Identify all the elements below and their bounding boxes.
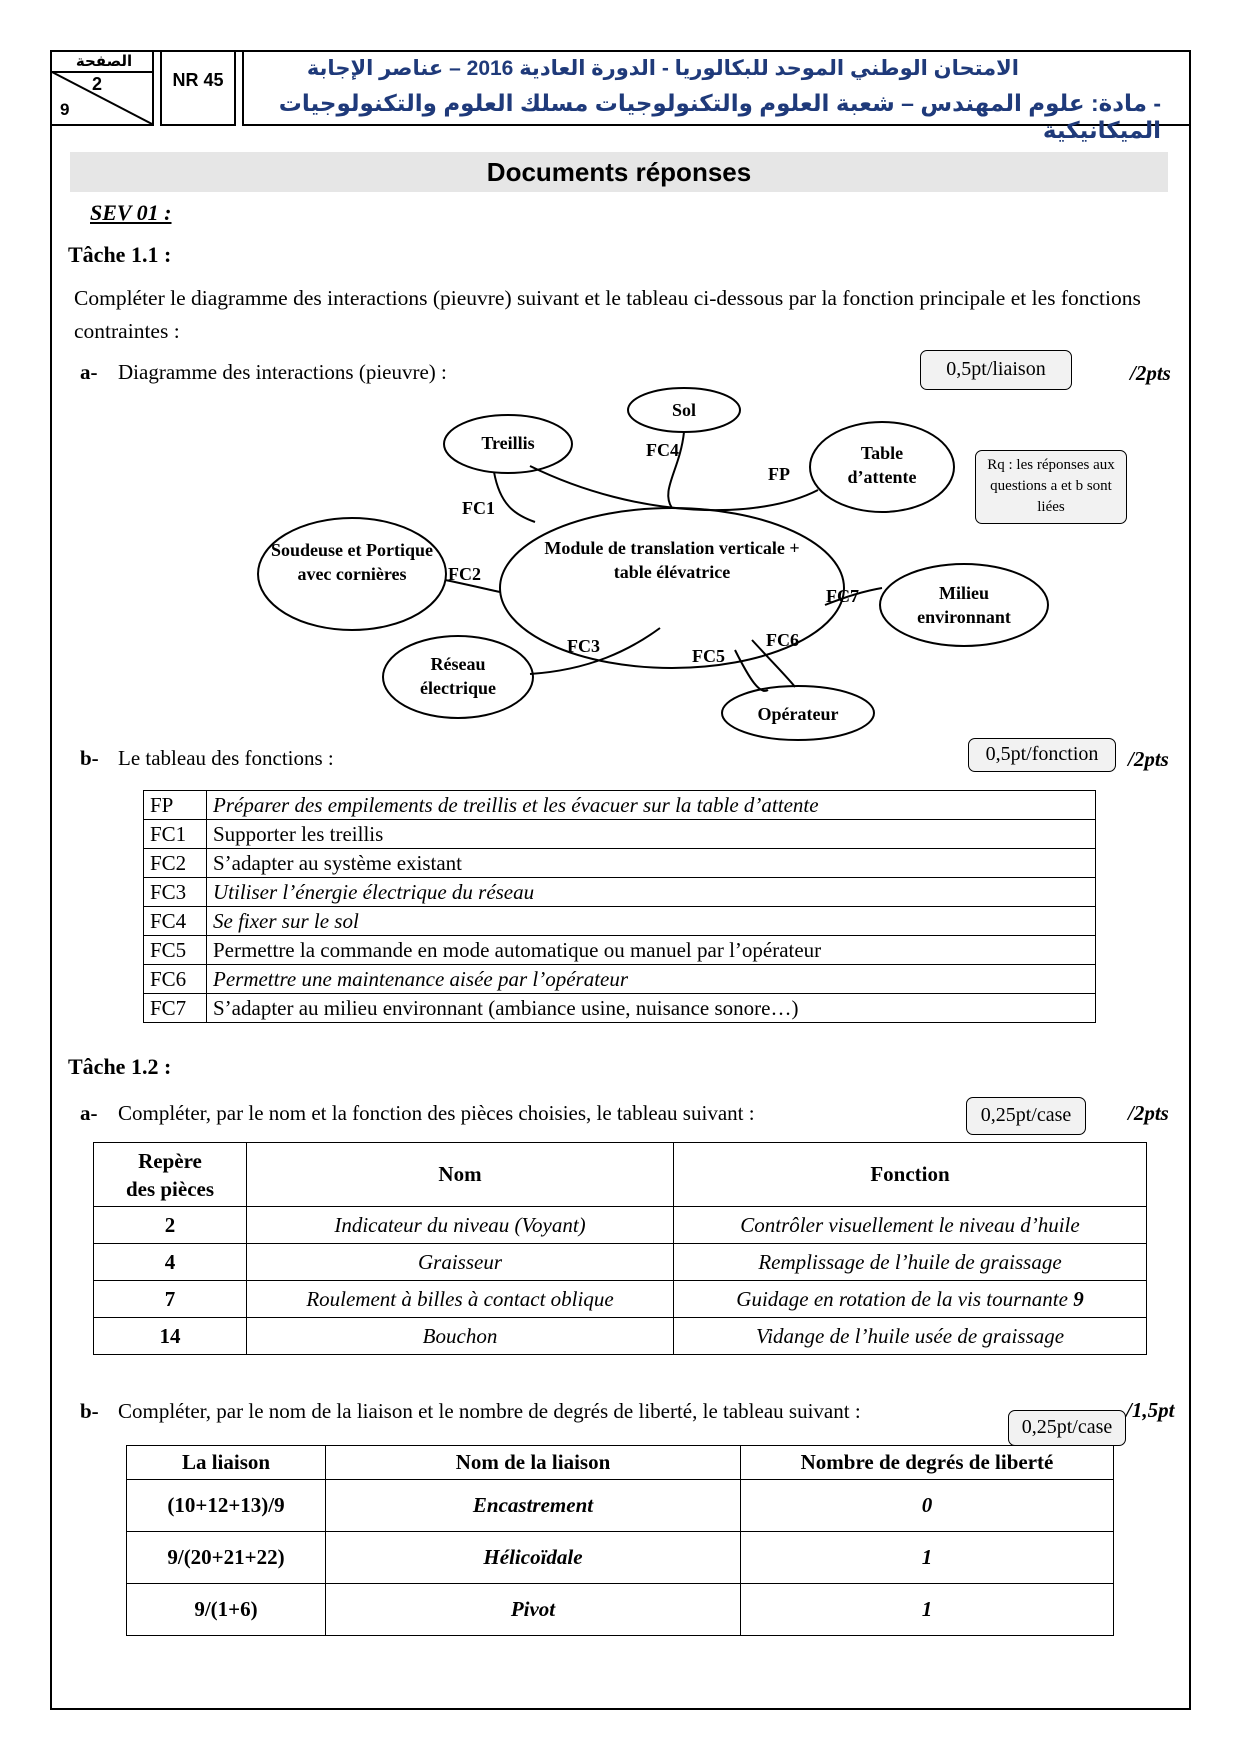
function-row <box>144 849 1096 878</box>
function-text: Se fixer sur le sol <box>207 907 1096 936</box>
function-code: FC1 <box>144 820 207 849</box>
liaison-ddl: 1 <box>741 1584 1114 1636</box>
liaison-row <box>127 1584 1114 1636</box>
fc3-label: FC3 <box>567 636 600 656</box>
parts-header-repere: Repère des pièces <box>94 1143 247 1207</box>
part-fonction-text: Guidage en rotation de la vis tournante <box>736 1286 1074 1311</box>
part-fonction <box>674 1244 1147 1281</box>
function-code: FC2 <box>144 849 207 878</box>
function-text: S’adapter au système existant <box>207 849 1096 878</box>
functions-table <box>143 790 1096 1023</box>
task-1-1-a-marker: a- <box>80 360 98 384</box>
part-fonction <box>674 1207 1147 1244</box>
fp-label: FP <box>768 464 790 484</box>
function-code: FC4 <box>144 907 207 936</box>
exam-title-line2: - مادة: علوم المهندس – شعبة العلوم والتكنولوجيات مسلك العلوم والتكنولوجيات الميكانيكية <box>278 90 1161 143</box>
liaison-nom: Pivot <box>326 1584 741 1636</box>
part-nom: Bouchon <box>247 1318 674 1355</box>
liaison-pieces: (10+12+13)/9 <box>127 1480 326 1532</box>
task-1-1-label: Tâche 1.1 : <box>68 242 172 267</box>
part-fonction-text: Remplissage de l’huile de graissage <box>758 1249 1062 1274</box>
fc1-label: FC1 <box>462 498 495 518</box>
part-repere: 4 <box>94 1244 247 1281</box>
part-nom: Indicateur du niveau (Voyant) <box>247 1207 674 1244</box>
interaction-diagram <box>0 0 1240 760</box>
function-text: Utiliser l’énergie électrique du réseau <box>207 878 1096 907</box>
function-text: Supporter les treillis <box>207 820 1096 849</box>
part-fonction-text: Vidange de l’huile usée de graissage <box>755 1323 1065 1348</box>
part-repere: 2 <box>94 1207 247 1244</box>
task-1-1-b-marker: b- <box>80 746 99 770</box>
a-points: /2pts <box>1130 361 1171 385</box>
liaison-header-ddl: Nombre de degrés de liberté <box>741 1446 1114 1480</box>
function-text: Permettre la commande en mode automatique ou manuel par l’opérateur <box>207 936 1096 965</box>
sev-label: SEV 01 : <box>90 200 172 225</box>
page-title: Documents réponses <box>70 152 1168 192</box>
task-1-2-a-marker: a- <box>80 1101 98 1125</box>
page-total: 9 <box>60 100 70 119</box>
part-nom: Graisseur <box>247 1244 674 1281</box>
liaison-nom: Encastrement <box>326 1480 741 1532</box>
part-repere: 7 <box>94 1281 247 1318</box>
function-row <box>144 791 1096 820</box>
function-row <box>144 994 1096 1023</box>
page-number: 2 <box>92 74 103 94</box>
parts-header-nom: Nom <box>247 1143 674 1207</box>
liaison-ddl: 1 <box>741 1532 1114 1584</box>
task-1-1-instruction: Compléter le diagramme des interactions (pieuvre) suivant et le tableau ci-dessous par la fonction principale et les fonctions contraintes : <box>74 286 1141 343</box>
liaison-points: /1,5pt <box>1126 1398 1175 1422</box>
part-row <box>94 1244 1147 1281</box>
exam-code: NR 45 <box>172 70 224 90</box>
b-points: /2pts <box>1128 747 1169 771</box>
note-box: Rq : les réponses aux questions a et b sont liées <box>975 450 1127 524</box>
task-1-1-a-text: Diagramme des interactions (pieuvre) : <box>118 360 447 384</box>
part-repere: 14 <box>94 1318 247 1355</box>
part-nom: Roulement à billes à contact oblique <box>247 1281 674 1318</box>
fc6-label: FC6 <box>766 630 799 650</box>
fc4-label: FC4 <box>646 440 679 460</box>
part-fonction-ref: 9 <box>1073 1286 1084 1311</box>
function-code: FC5 <box>144 936 207 965</box>
parts-table <box>93 1142 1147 1355</box>
fc2-label: FC2 <box>448 564 481 584</box>
liaison-row <box>127 1480 1114 1532</box>
part-row <box>94 1318 1147 1355</box>
liaison-table <box>126 1445 1114 1636</box>
function-row <box>144 878 1096 907</box>
liaison-nom: Hélicoïdale <box>326 1532 741 1584</box>
liaison-header-liaison: La liaison <box>127 1446 326 1480</box>
function-code: FP <box>144 791 207 820</box>
task-1-2-b-text: Compléter, par le nom de la liaison et le nombre de degrés de liberté, le tableau suivant : <box>118 1399 861 1423</box>
a-scoring-badge: 0,5pt/liaison <box>920 350 1072 390</box>
function-code: FC6 <box>144 965 207 994</box>
operateur-node: Opérateur <box>757 704 839 724</box>
function-row <box>144 907 1096 936</box>
parts-scoring-badge: 0,25pt/case <box>966 1097 1086 1135</box>
liaison-header-nom: Nom de la liaison <box>326 1446 741 1480</box>
function-row <box>144 820 1096 849</box>
function-code: FC7 <box>144 994 207 1023</box>
part-fonction <box>674 1318 1147 1355</box>
sol-node: Sol <box>671 400 696 420</box>
milieu-node: Milieu environnant <box>917 583 1011 627</box>
parts-points: /2pts <box>1128 1101 1169 1125</box>
task-1-2-b-marker: b- <box>80 1399 99 1423</box>
soudeuse-node: Soudeuse et Portique avec cornières <box>271 540 433 584</box>
center-node: Module de translation verticale + table élévatrice <box>544 538 800 582</box>
treillis-node: Treillis <box>481 433 535 453</box>
b-scoring-badge: 0,5pt/fonction <box>968 738 1116 772</box>
task-1-1-b-text: Le tableau des fonctions : <box>118 746 334 770</box>
table-node: Table d’attente <box>847 443 917 487</box>
part-row <box>94 1207 1147 1244</box>
function-code: FC3 <box>144 878 207 907</box>
task-1-2-a-text: Compléter, par le nom et la fonction des pièces choisies, le tableau suivant : <box>118 1101 755 1125</box>
liaison-scoring-badge: 0,25pt/case <box>1008 1410 1126 1446</box>
liaison-row <box>127 1532 1114 1584</box>
function-row <box>144 965 1096 994</box>
fc7-label: FC7 <box>826 586 859 606</box>
liaison-ddl: 0 <box>741 1480 1114 1532</box>
task-1-2-label: Tâche 1.2 : <box>68 1054 172 1079</box>
liaison-pieces: 9/(1+6) <box>127 1584 326 1636</box>
reseau-node: Réseau électrique <box>420 654 496 698</box>
page-label: الصفحة <box>75 53 133 70</box>
exam-title-line1: الامتحان الوطني الموحد للبكالوريا - الدورة العادية 2016 – عناصر الإجابة <box>306 57 1019 80</box>
liaison-pieces: 9/(20+21+22) <box>127 1532 326 1584</box>
part-fonction-text: Contrôler visuellement le niveau d’huile <box>740 1212 1080 1237</box>
function-text: Permettre une maintenance aisée par l’opérateur <box>207 965 1096 994</box>
parts-header-fonction: Fonction <box>674 1143 1147 1207</box>
fc1-link <box>494 472 535 522</box>
part-row <box>94 1281 1147 1318</box>
function-text: S’adapter au milieu environnant (ambiance usine, nuisance sonore…) <box>207 994 1096 1023</box>
fc5-label: FC5 <box>692 646 725 666</box>
function-row <box>144 936 1096 965</box>
function-text: Préparer des empilements de treillis et les évacuer sur la table d’attente <box>207 791 1096 820</box>
part-fonction <box>674 1281 1147 1318</box>
